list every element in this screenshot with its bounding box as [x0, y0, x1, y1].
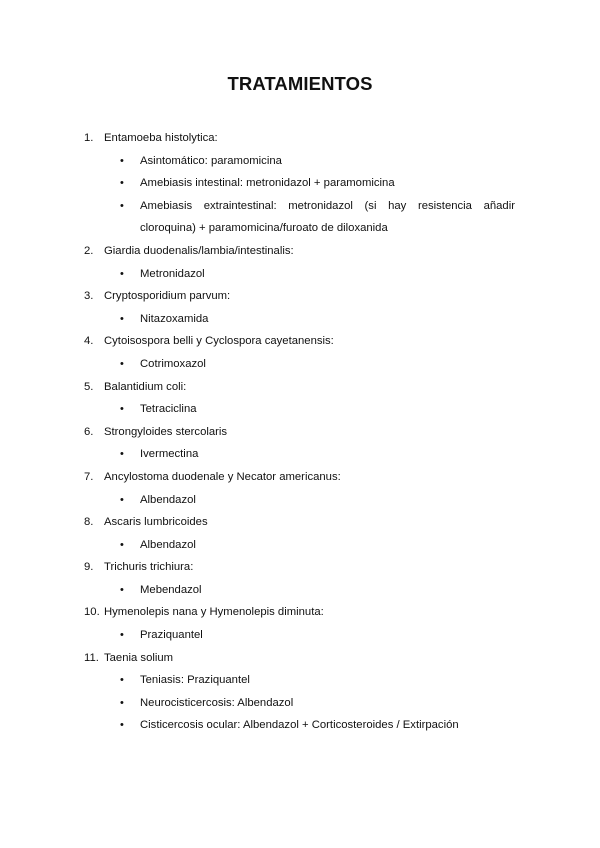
item-number: 8.	[84, 516, 94, 529]
sub-item-text: Tetraciclina	[140, 403, 197, 416]
sub-item	[0, 353, 600, 376]
sub-item-text: Metronidazol	[140, 267, 205, 280]
sub-item	[0, 443, 600, 466]
bullet-icon: •	[120, 403, 124, 416]
sub-item	[0, 150, 600, 173]
sub-item	[0, 172, 600, 195]
bullet-icon: •	[120, 448, 124, 461]
item-label: Balantidium coli:	[104, 380, 187, 393]
sub-item-text: Mebendazol	[140, 583, 202, 596]
bullet-icon: •	[120, 357, 124, 370]
sub-item	[0, 263, 600, 286]
list-item	[0, 601, 600, 624]
sub-item	[0, 489, 600, 512]
bullet-icon: •	[120, 674, 124, 687]
item-label: Ascaris lumbricoides	[104, 516, 208, 529]
list-item	[0, 376, 600, 399]
sub-item-text: Praziquantel	[140, 629, 203, 642]
item-label: Ancylostoma duodenale y Necator americanus:	[104, 470, 341, 483]
sub-item-text: Amebiasis intestinal: metronidazol + paramomicina	[140, 177, 395, 190]
bullet-icon: •	[120, 154, 124, 167]
item-label: Hymenolepis nana y Hymenolepis diminuta:	[104, 606, 324, 619]
sub-item	[0, 195, 600, 240]
sub-item	[0, 669, 600, 692]
sub-item-text: Nitazoxamida	[140, 312, 209, 325]
list-item	[0, 556, 600, 579]
bullet-icon: •	[120, 267, 124, 280]
sub-item	[0, 714, 600, 737]
item-number: 10.	[84, 606, 100, 619]
sub-item	[0, 398, 600, 421]
sub-item-text: Teniasis: Praziquantel	[140, 674, 250, 687]
list-item	[0, 330, 600, 353]
bullet-icon: •	[120, 312, 124, 325]
page-title: TRATAMIENTOS	[227, 73, 373, 94]
item-number: 5.	[84, 380, 94, 393]
list-item	[0, 421, 600, 444]
item-label: Entamoeba histolytica:	[104, 132, 218, 144]
item-label: Giardia duodenalis/lambia/intestinalis:	[104, 244, 294, 257]
sub-item-text: Albendazol	[140, 538, 196, 551]
bullet-icon: •	[120, 719, 124, 732]
sub-item	[0, 624, 600, 647]
list-item	[0, 466, 600, 489]
bullet-icon: •	[120, 629, 124, 642]
item-number: 1.	[84, 132, 94, 144]
item-label: Trichuris trichiura:	[104, 561, 194, 574]
bullet-icon: •	[120, 583, 124, 596]
item-number: 11.	[84, 651, 99, 664]
treatment-list	[0, 127, 600, 737]
sub-item-text: Asintomático: paramomicina	[140, 154, 282, 167]
item-number: 2.	[84, 244, 94, 257]
list-item	[0, 511, 600, 534]
sub-item	[0, 534, 600, 557]
sub-item-text: Ivermectina	[140, 448, 199, 461]
item-label: Strongyloides stercolaris	[104, 425, 228, 438]
bullet-icon: •	[120, 177, 124, 190]
item-label: Taenia solium	[104, 651, 174, 664]
sub-item-text: Cotrimoxazol	[140, 357, 206, 370]
sub-item	[0, 308, 600, 331]
bullet-icon: •	[120, 538, 124, 551]
sub-item	[0, 579, 600, 602]
bullet-icon: •	[120, 199, 124, 212]
bullet-icon: •	[120, 696, 124, 709]
item-number: 4.	[84, 335, 94, 348]
list-item	[0, 285, 600, 308]
item-number: 6.	[84, 425, 94, 438]
sub-item	[0, 692, 600, 715]
list-item	[0, 647, 600, 670]
item-number: 3.	[84, 290, 94, 303]
sub-item-text: Albendazol	[140, 493, 196, 506]
list-item	[0, 240, 600, 263]
item-label: Cytoisospora belli y Cyclospora cayetanensis:	[104, 335, 334, 348]
bullet-icon: •	[120, 493, 124, 506]
item-number: 9.	[84, 561, 94, 574]
item-number: 7.	[84, 470, 94, 483]
sub-item-text: Amebiasis extraintestinal: metronidazol (si hay resistencia añadir cloroquina) + paramomicina/furoato de diloxanida	[140, 199, 515, 235]
sub-item-text: Neurocisticercosis: Albendazol	[140, 696, 294, 709]
item-label: Cryptosporidium parvum:	[104, 290, 231, 303]
list-item	[0, 127, 600, 150]
sub-item-text: Cisticercosis ocular: Albendazol + Corticosteroides / Extirpación	[140, 719, 459, 732]
